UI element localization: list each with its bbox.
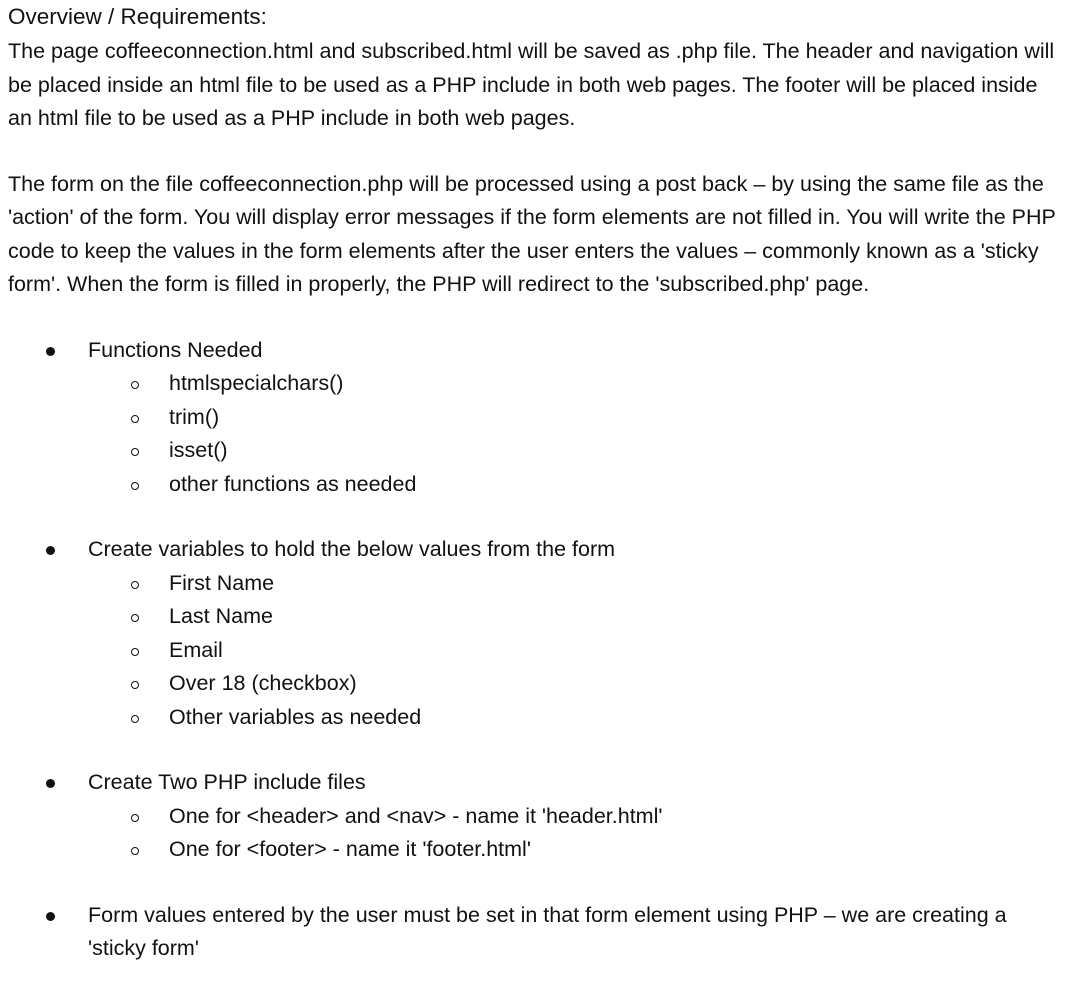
bullet-dot-icon bbox=[46, 546, 55, 555]
list-item bbox=[88, 401, 1058, 435]
hollow-circle-icon bbox=[131, 448, 139, 456]
hollow-circle-icon bbox=[131, 715, 139, 723]
bullet-label: Form values entered by the user must be set in that form element using PHP – we are creating a 'sticky form' bbox=[88, 902, 1007, 960]
list-item-text: First Name bbox=[169, 570, 275, 595]
list-item bbox=[88, 468, 1058, 502]
list-item bbox=[88, 567, 1058, 601]
list-item-text: htmlspecialchars() bbox=[169, 371, 344, 395]
hollow-circle-icon bbox=[131, 681, 139, 689]
hollow-circle-icon bbox=[131, 581, 139, 589]
hollow-circle-icon bbox=[131, 648, 139, 656]
list-item-text: One for <header> and <nav> - name it 'header.html' bbox=[169, 803, 663, 828]
bullet-include-files bbox=[8, 766, 1058, 867]
list-item-text: trim() bbox=[169, 404, 220, 429]
list-item bbox=[88, 701, 1058, 735]
list-item-text: One for <footer> - name it 'footer.html' bbox=[169, 837, 531, 861]
list-item-text: Other variables as needed bbox=[169, 704, 422, 729]
hollow-circle-icon bbox=[131, 814, 139, 822]
sub-list-variables bbox=[88, 567, 1058, 735]
bullet-create-variables bbox=[8, 533, 1058, 734]
document-heading: Overview / Requirements: bbox=[8, 4, 267, 29]
hollow-circle-icon bbox=[131, 482, 139, 490]
requirements-list bbox=[8, 334, 1058, 966]
sub-list-functions bbox=[88, 367, 1058, 501]
list-item-text: Email bbox=[169, 637, 223, 662]
list-item bbox=[88, 434, 1058, 468]
list-item bbox=[88, 634, 1058, 668]
sub-list-include-files bbox=[88, 800, 1058, 867]
hollow-circle-icon bbox=[131, 847, 139, 855]
bullet-label: Create Two PHP include files bbox=[88, 770, 366, 794]
list-item bbox=[88, 833, 1058, 867]
list-item bbox=[88, 800, 1058, 834]
hollow-circle-icon bbox=[131, 381, 139, 389]
bullet-label: Functions Needed bbox=[88, 337, 263, 362]
bullet-label: Create variables to hold the below values from the form bbox=[88, 537, 616, 561]
bullet-dot-icon bbox=[46, 347, 55, 356]
bullet-dot-icon bbox=[46, 779, 55, 788]
hollow-circle-icon bbox=[131, 415, 139, 423]
bullet-dot-icon bbox=[46, 912, 55, 921]
list-item bbox=[88, 600, 1058, 634]
bullet-functions-needed bbox=[8, 334, 1058, 502]
bullet-sticky-form bbox=[8, 899, 1058, 966]
list-item-text: Last Name bbox=[169, 604, 273, 628]
list-item bbox=[88, 367, 1058, 401]
paragraph-form-processing: The form on the file coffeeconnection.php will be processed using a post back – by using the same file as the 'action' of the form. You will display error messages if the form elements are not filled in. You will write the PHP code to keep the values in the form elements after the user enters the values – commonly known as a 'sticky form'. When the form is filled in properly, the PHP will redirect to the 'subscribed.php' page. bbox=[8, 171, 1056, 296]
list-item-text: Over 18 (checkbox) bbox=[169, 671, 357, 695]
hollow-circle-icon bbox=[131, 614, 139, 622]
paragraph-includes: The page coffeeconnection.html and subscribed.html will be saved as .php file. The header and navigation will be placed inside an html file to be used as a PHP include in both web pages. The footer will be placed inside an html file to be used as a PHP include in both web pages. bbox=[8, 39, 1055, 130]
list-item-text: other functions as needed bbox=[169, 471, 417, 496]
list-item bbox=[88, 667, 1058, 701]
list-item-text: isset() bbox=[169, 438, 228, 462]
